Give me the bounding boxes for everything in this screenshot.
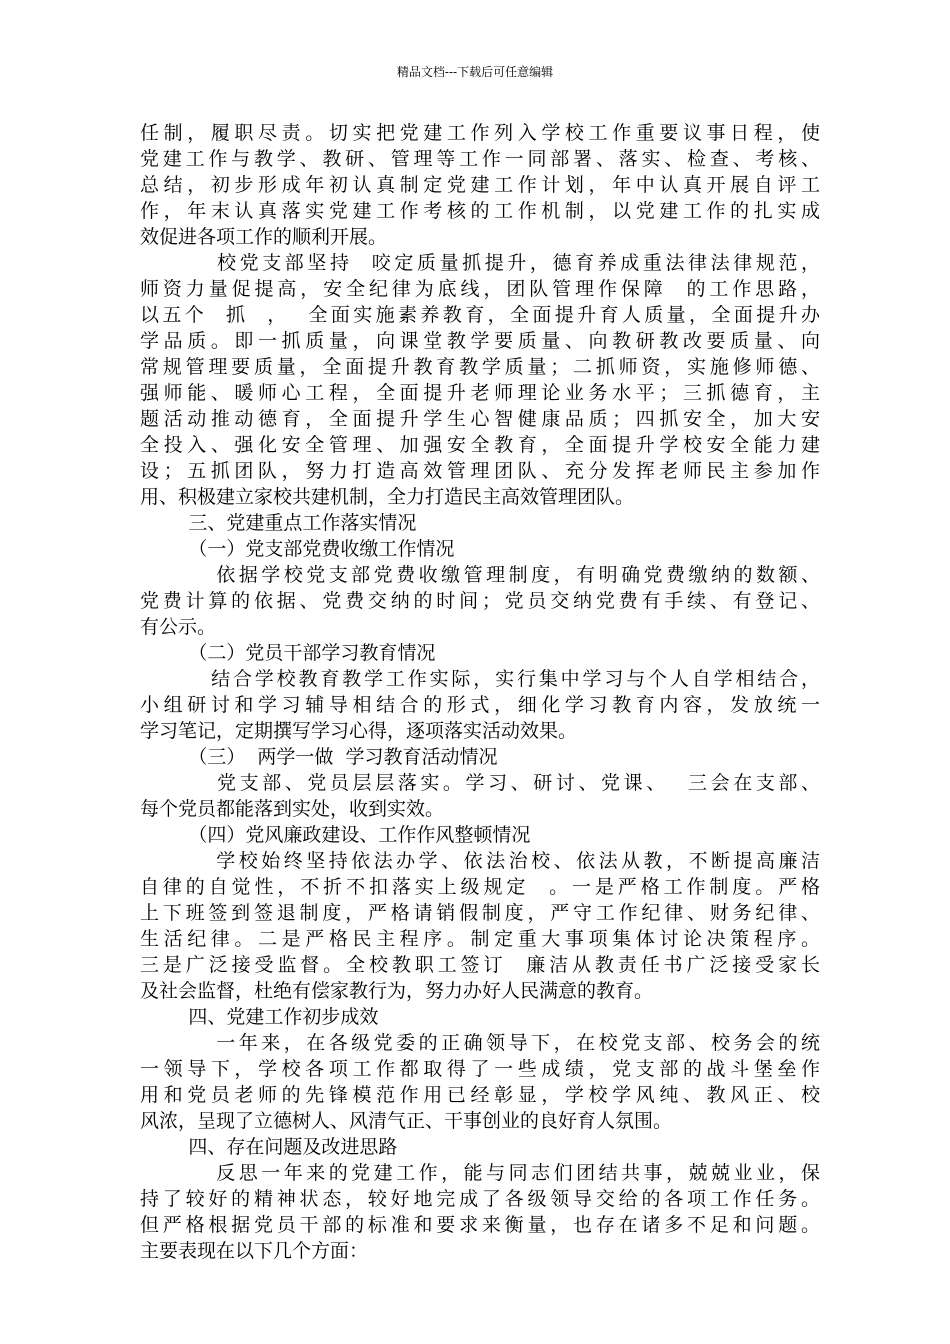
text-line: 四、存在问题及改进思路 xyxy=(140,1136,398,1158)
text-line: 四、党建工作初步成效 xyxy=(140,1006,379,1028)
text-line: 题活动推动德育，全面提升学生心智健康品质；四抓安全，加大安 xyxy=(140,408,820,430)
text-line: 自律的自觉性，不折不扣落实上级规定 。一是严格工作制度。严格 xyxy=(140,876,820,898)
text-line: 师资力量促提高，安全纪律为底线，团队管理作保障 的工作思路， xyxy=(140,278,820,300)
text-line: 以五个 抓 ， 全面实施素养教育，全面提升育人质量，全面提升办 xyxy=(140,304,820,326)
text-line: 生活纪律。二是严格民主程序。制定重大事项集体讨论决策程序。 xyxy=(140,928,820,950)
text-line: 任制，履职尽责。切实把党建工作列入学校工作重要议事日程，使 xyxy=(140,122,820,144)
text-line: 用和党员老师的先锋模范作用已经彰显，学校学风纯、教风正、校 xyxy=(140,1084,820,1106)
text-line: 依据学校党支部党费收缴管理制度，有明确党费缴纳的数额、 xyxy=(140,564,820,586)
text-line: 有公示。 xyxy=(140,616,217,638)
text-line: 及社会监督，杜绝有偿家教行为，努力办好人民满意的教育。 xyxy=(140,980,654,1002)
text-line: 结合学校教育教学工作实际，实行集中学习与个人自学相结合， xyxy=(140,668,820,690)
text-line: 主要表现在以下几个方面： xyxy=(140,1240,369,1262)
text-line: 党支部、党员层层落实。学习、研讨、党课、 三会在支部、 xyxy=(140,772,820,794)
text-line: 学习笔记，定期撰写学习心得，逐项落实活动效果。 xyxy=(140,720,578,742)
text-line: 学校始终坚持依法办学、依法治校、依法从教，不断提高廉洁 xyxy=(140,850,820,872)
text-line: 但严格根据党员干部的标准和要求来衡量，也存在诸多不足和问题。 xyxy=(140,1214,820,1236)
text-line: 一年来，在各级党委的正确领导下，在校党支部、校务会的统 xyxy=(140,1032,820,1054)
text-line: 总结，初步形成年初认真制定党建工作计划，年中认真开展自评工 xyxy=(140,174,820,196)
text-line: 校党支部坚持 咬定质量抓提升，德育养成重法律法律规范， xyxy=(140,252,820,274)
text-line: 用、积极建立家校共建机制，全力打造民主高效管理团队。 xyxy=(140,486,635,508)
text-line: （一）党支部党费收缴工作情况 xyxy=(140,538,455,560)
text-line: 每个党员都能落到实处，收到实效。 xyxy=(140,798,445,820)
text-line: 小组研讨和学习辅导相结合的形式，细化学习教育内容，发放统一 xyxy=(140,694,820,716)
text-line: 党建工作与教学、教研、管理等工作一同部署、落实、检查、考核、 xyxy=(140,148,820,170)
text-line: 强师能、暖师心工程，全面提升老师理论业务水平；三抓德育，主 xyxy=(140,382,820,404)
text-line: （三） 两学一做 学习教育活动情况 xyxy=(140,746,498,768)
text-line: 作，年末认真落实党建工作考核的工作机制，以党建工作的扎实成 xyxy=(140,200,820,222)
text-line: 学品质。即一抓质量，向课堂教学要质量、向教研教改要质量、向 xyxy=(140,330,820,352)
text-line: 反思一年来的党建工作，能与同志们团结共事，兢兢业业，保 xyxy=(140,1162,820,1184)
text-line: （二）党员干部学习教育情况 xyxy=(140,642,436,664)
text-line: 设；五抓团队，努力打造高效管理团队、充分发挥老师民主参加作 xyxy=(140,460,820,482)
text-line: 上下班签到签退制度，严格请销假制度，严守工作纪律、财务纪律、 xyxy=(140,902,820,924)
text-line: 党费计算的依据、党费交纳的时间；党员交纳党费有手续、有登记、 xyxy=(140,590,820,612)
text-line: 三、党建重点工作落实情况 xyxy=(140,512,417,534)
text-line: 持了较好的精神状态，较好地完成了各级领导交给的各项工作任务。 xyxy=(140,1188,820,1210)
text-line: （四）党风廉政建设、工作作风整顿情况 xyxy=(140,824,531,846)
page-header: 精品文档---下载后可任意编辑 xyxy=(396,65,554,79)
text-line: 常规管理要质量，全面提升教育教学质量；二抓师资，实施修师德、 xyxy=(140,356,820,378)
text-line: 效促进各项工作的顺利开展。 xyxy=(140,226,388,248)
text-line: 三是广泛接受监督。全校教职工签订 廉洁从教责任书广泛接受家长 xyxy=(140,954,820,976)
text-line: 全投入、强化安全管理、加强安全教育，全面提升学校安全能力建 xyxy=(140,434,820,456)
text-line: 一领导下，学校各项工作都取得了一些成绩，党支部的战斗堡垒作 xyxy=(140,1058,820,1080)
document-body xyxy=(140,120,820,1264)
text-line: 风浓，呈现了立德树人、风清气正、干事创业的良好育人氛围。 xyxy=(140,1110,673,1132)
